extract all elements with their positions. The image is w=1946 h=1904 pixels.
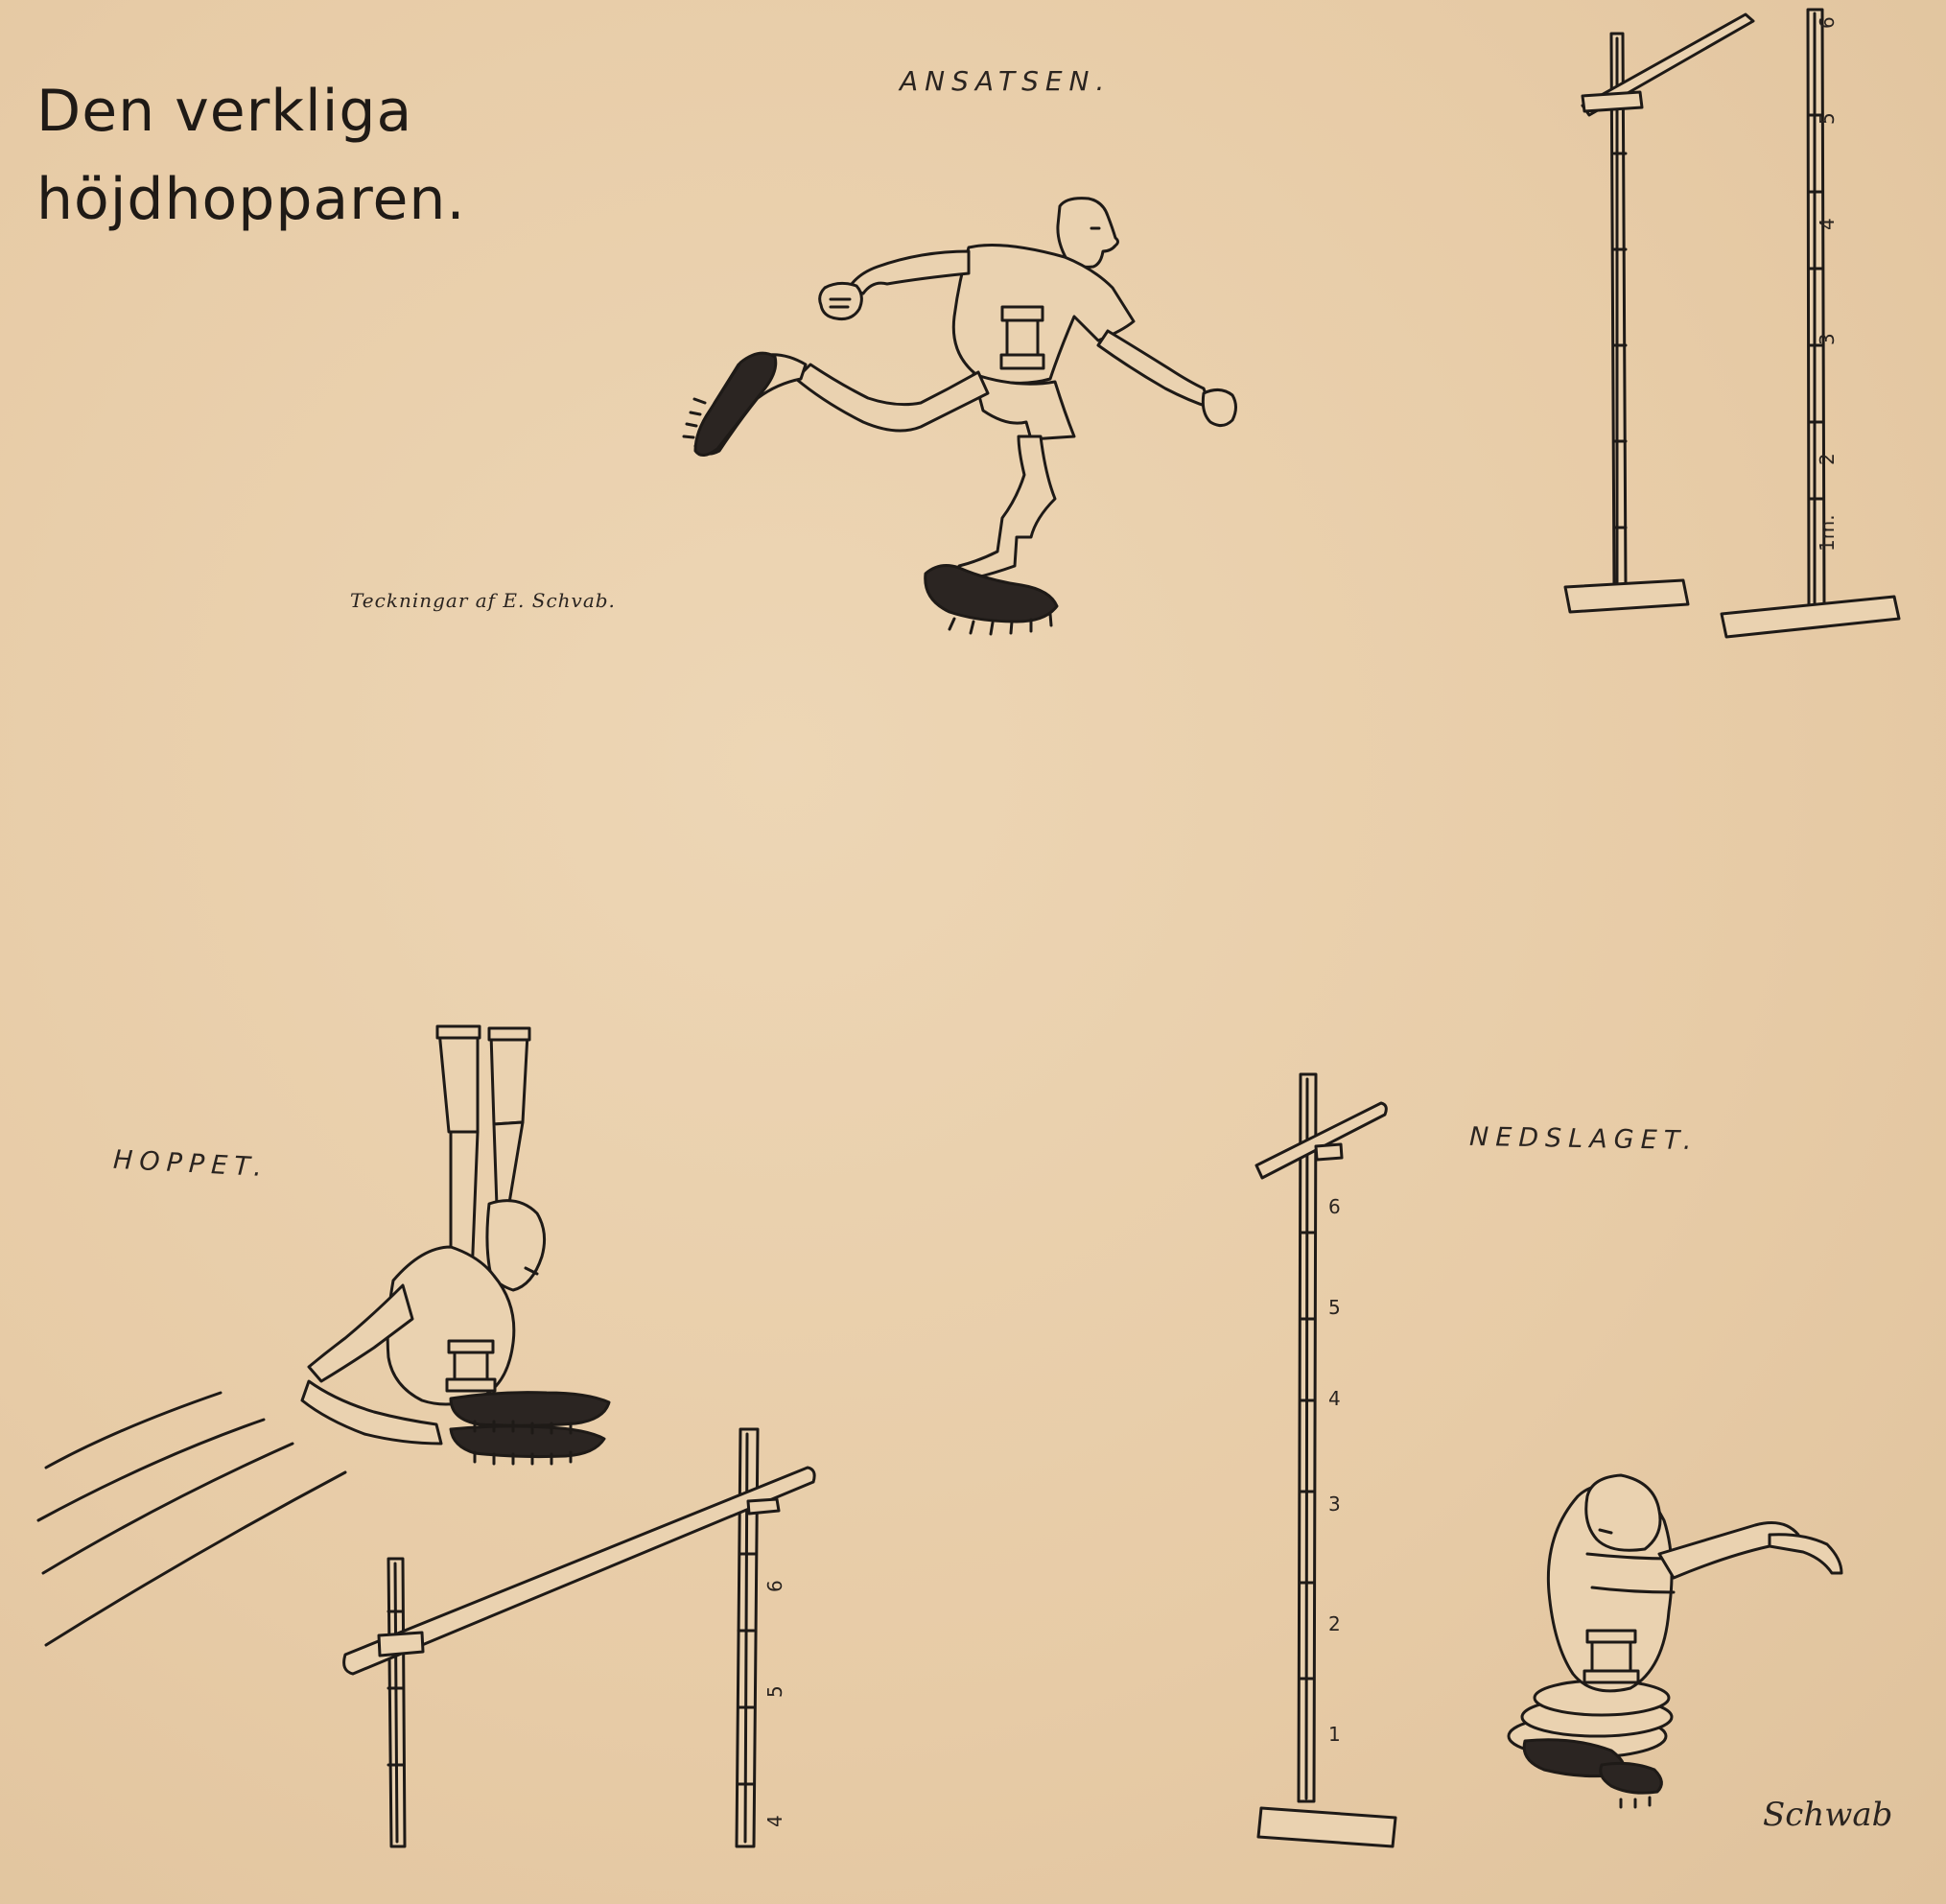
scale-mark-6b: 6 xyxy=(763,1580,786,1592)
scale-mark-1m: 1m. xyxy=(1816,514,1839,552)
runner-figure xyxy=(684,199,1236,634)
artist-signature: Schwab xyxy=(1763,1796,1893,1834)
scale-mark-5: 5 xyxy=(1816,112,1839,125)
scale-mark-5c: 5 xyxy=(1328,1296,1341,1319)
motion-lines xyxy=(38,1393,345,1645)
scale-mark-4: 4 xyxy=(1816,218,1839,230)
scale-mark-6: 6 xyxy=(1816,16,1839,29)
jump-stands-panel-2 xyxy=(344,1429,815,1846)
scale-mark-1c: 1 xyxy=(1328,1723,1341,1746)
scale-mark-3c: 3 xyxy=(1328,1493,1341,1516)
scale-mark-2c: 2 xyxy=(1328,1612,1341,1635)
scale-mark-4c: 4 xyxy=(1328,1387,1341,1410)
jumper-figure xyxy=(302,1026,609,1464)
panel-label-hoppet: HOPPET. xyxy=(112,1144,270,1184)
jump-stands-panel-1 xyxy=(1565,10,1899,637)
scale-mark-4b: 4 xyxy=(763,1815,786,1827)
panel-label-nedslaget: NEDSLAGET. xyxy=(1468,1121,1699,1157)
jump-stand-panel-3 xyxy=(1256,1074,1395,1846)
scale-mark-5b: 5 xyxy=(763,1685,786,1698)
illustrator-credit: Teckningar af E. Schvab. xyxy=(350,589,616,612)
scale-mark-6c: 6 xyxy=(1328,1195,1341,1218)
scale-mark-2: 2 xyxy=(1816,453,1839,465)
landed-figure xyxy=(1509,1475,1841,1807)
panel-label-ansatsen: ANSATSEN. xyxy=(900,65,1112,97)
scale-mark-3: 3 xyxy=(1816,333,1839,345)
title-line-1: Den verkliga xyxy=(36,78,413,145)
title-line-2: höjdhopparen. xyxy=(36,166,466,233)
